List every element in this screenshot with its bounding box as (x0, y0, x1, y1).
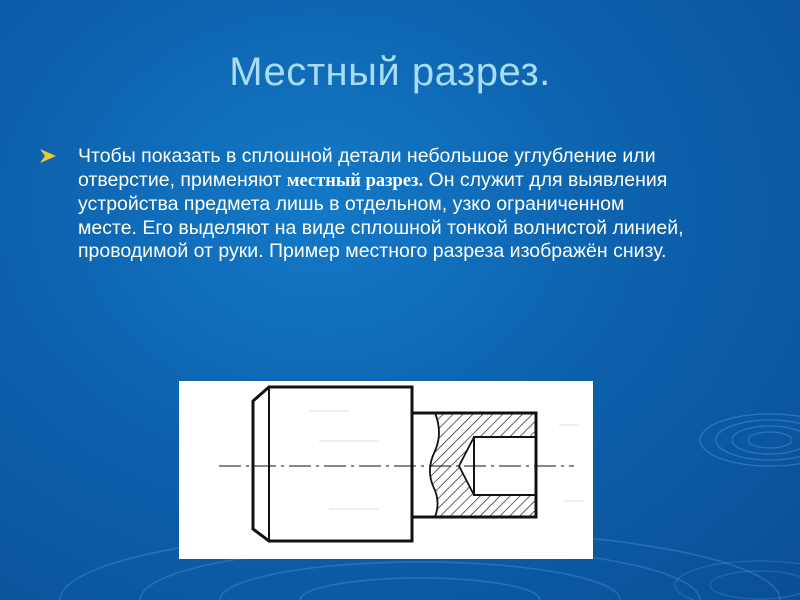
technical-drawing (179, 381, 593, 559)
bullet-paragraph (78, 145, 688, 264)
local-section-drawing (179, 381, 593, 559)
bullet-text-rest: Он служит для выявления устройства предмета лишь в отдельном, узко ограниченном месте. Его выделяют на виде сплошной тонкой волнистой линией, проводимой от руки. Пример местного разреза изображён снизу. (78, 168, 684, 262)
bullet-text-intro: Чтобы показать в сплошной детали небольшое углубление или отверстие, применяют (78, 145, 656, 191)
slide-title: Местный разрез. (229, 50, 551, 94)
bullet-term: местный разрез. (286, 170, 424, 191)
arrowhead-bullet-icon (38, 148, 58, 164)
cylinder-outline (253, 387, 412, 541)
bullet-item (38, 145, 688, 264)
